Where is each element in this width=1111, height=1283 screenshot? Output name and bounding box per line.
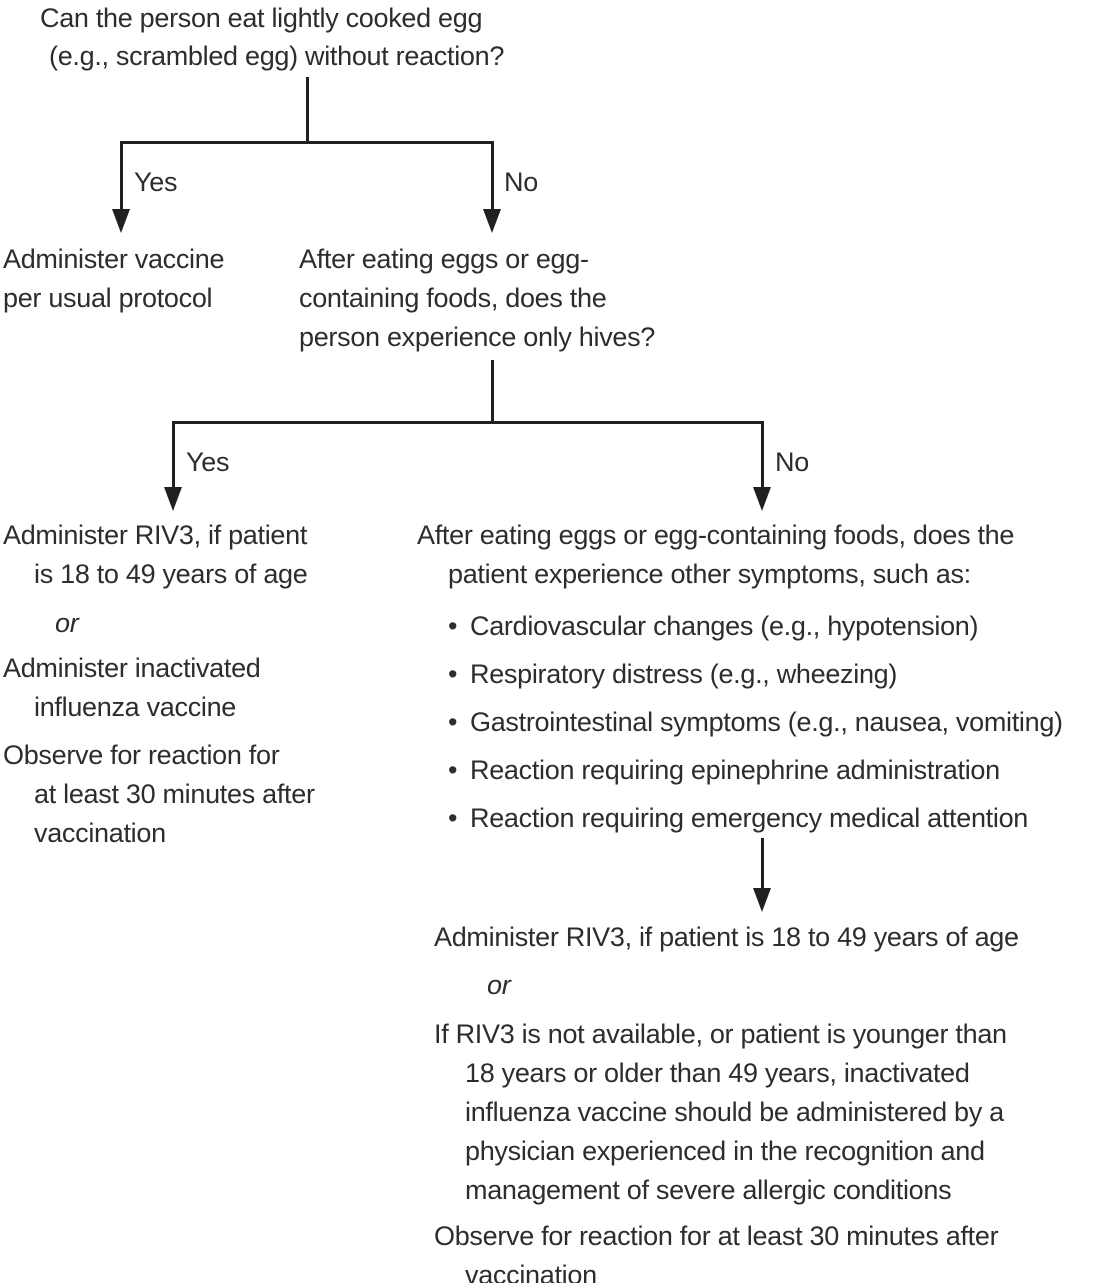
question-1-line: Can the person eat lightly cooked egg [40, 3, 483, 33]
arrowhead-3 [753, 888, 771, 912]
final-observe-line: vaccination [465, 1260, 597, 1283]
result-riv3-line: Administer RIV3, if patient [3, 520, 308, 550]
bullet-icon: • [448, 707, 458, 737]
symptom-bullet: Gastrointestinal symptoms (e.g., nausea, vomiting) [470, 707, 1063, 737]
bullet-icon: • [448, 611, 458, 641]
question-2-line: person experience only hives? [299, 322, 656, 352]
arrowhead-1-no [483, 209, 501, 233]
arrowhead-2-yes [164, 487, 182, 511]
branch-1-yes-label: Yes [134, 167, 178, 197]
question-2-line: After eating eggs or egg- [299, 244, 589, 274]
connector-drop-2-yes [172, 421, 175, 489]
branch-2-no-label: No [775, 447, 809, 477]
connector-drop-1-yes [120, 141, 123, 211]
result-usual-protocol-line: Administer vaccine [3, 244, 225, 274]
final-alternative-line: management of severe allergic conditions [465, 1175, 952, 1205]
arrowhead-2-no [753, 487, 771, 511]
or-separator: or [487, 970, 511, 1000]
connector-branch-2 [172, 421, 764, 424]
final-alternative-line: 18 years or older than 49 years, inactivated [465, 1058, 970, 1088]
bullet-icon: • [448, 659, 458, 689]
symptom-bullet: Cardiovascular changes (e.g., hypotension) [470, 611, 979, 641]
result-riv3-line: is 18 to 49 years of age [34, 559, 308, 589]
final-alternative-line: physician experienced in the recognition and [465, 1136, 985, 1166]
connector-branch-1 [120, 141, 494, 144]
symptom-bullet: Respiratory distress (e.g., wheezing) [470, 659, 898, 689]
connector-stem-q2 [491, 360, 494, 423]
question-2-line: containing foods, does the [299, 283, 607, 313]
result-inactivated-line: Administer inactivated [3, 653, 261, 683]
final-alternative-line: If RIV3 is not available, or patient is younger than [434, 1019, 1007, 1049]
observe-reaction-line: at least 30 minutes after [34, 779, 315, 809]
observe-reaction-line: vaccination [34, 818, 166, 848]
observe-reaction-line: Observe for reaction for [3, 740, 280, 770]
connector-drop-1-no [491, 141, 494, 211]
question-3-line: patient experience other symptoms, such as: [448, 559, 971, 589]
final-riv3-line: Administer RIV3, if patient is 18 to 49 years of age [434, 922, 1019, 952]
connector-drop-2-no [761, 421, 764, 489]
bullet-icon: • [448, 803, 458, 833]
branch-2-yes-label: Yes [186, 447, 230, 477]
bullet-icon: • [448, 755, 458, 785]
result-usual-protocol-line: per usual protocol [3, 283, 213, 313]
symptom-bullet: Reaction requiring emergency medical attention [470, 803, 1029, 833]
final-observe-line: Observe for reaction for at least 30 minutes after [434, 1221, 999, 1251]
connector-stem-q1 [306, 77, 309, 142]
final-alternative-line: influenza vaccine should be administered by a [465, 1097, 1004, 1127]
branch-1-no-label: No [504, 167, 538, 197]
symptom-bullet: Reaction requiring epinephrine administration [470, 755, 1000, 785]
question-3-line: After eating eggs or egg-containing foods, does the [417, 520, 1015, 550]
arrowhead-1-yes [112, 209, 130, 233]
connector-drop-3 [761, 838, 764, 890]
result-inactivated-line: influenza vaccine [34, 692, 237, 722]
or-separator: or [55, 608, 79, 638]
question-1-line: (e.g., scrambled egg) without reaction? [49, 41, 505, 71]
